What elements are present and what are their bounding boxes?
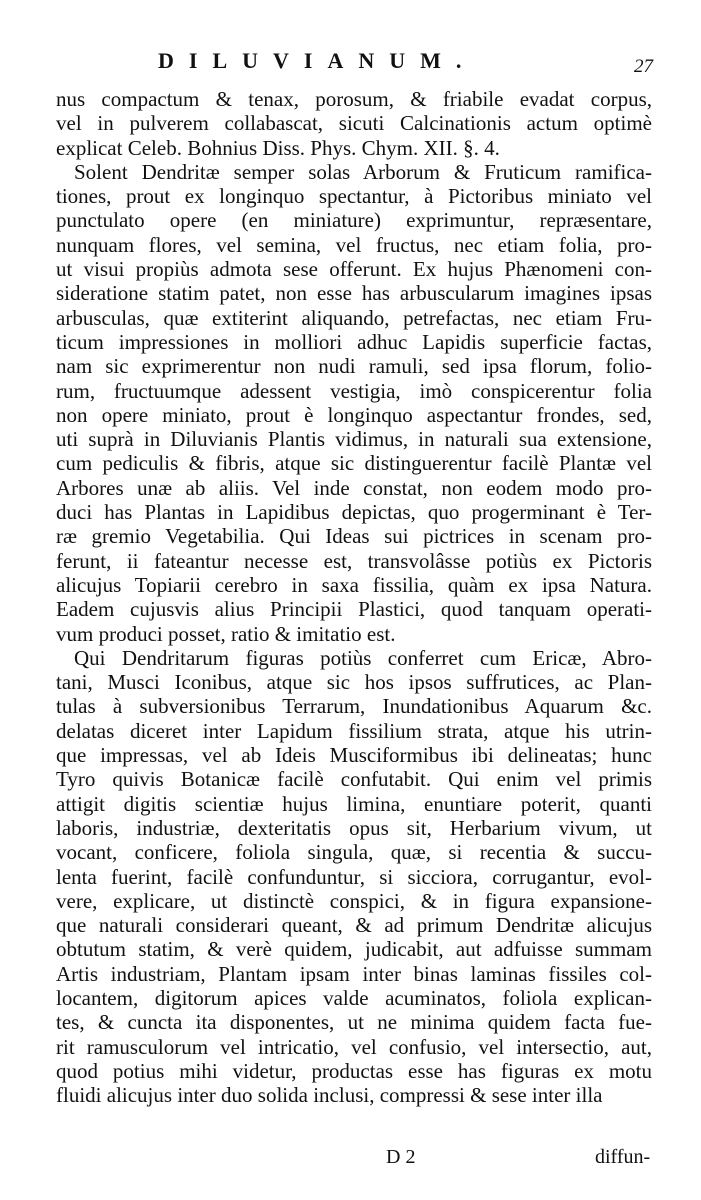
text-line: non opere miniato, prout è longinquo aspectantur frondes, sed, bbox=[56, 402, 652, 427]
text-line: vel in pulverem collabascat, sicuti Calcinationis actum optimè bbox=[56, 111, 652, 136]
text-line: tani, Musci Iconibus, atque sic hos ipsos suffrutices, ac Plan- bbox=[56, 670, 652, 695]
text-line: delatas diceret inter Lapidum fissilium strata, atque his utrin- bbox=[56, 718, 652, 743]
text-line: que impressas, vel ab Ideis Musciformibus ibi delineatas; hunc bbox=[56, 743, 652, 768]
text-line: vocant, conficere, foliola singula, quæ, si recentia & succu- bbox=[56, 840, 652, 865]
text-line: rit ramusculorum vel intricatio, vel confusio, vel intersectio, aut, bbox=[56, 1034, 652, 1059]
text-line: nam sic exprimerentur non nudi ramuli, sed ipsa florum, folio- bbox=[56, 354, 652, 379]
text-line: Arbores unæ ab aliis. Vel inde constat, non eodem modo pro- bbox=[56, 475, 652, 500]
text-line: uti suprà in Diluvianis Plantis vidimus, in naturali sua extensione, bbox=[56, 427, 652, 452]
text-line: Eadem cujusvis alius Principii Plastici, quod tanquam operati- bbox=[56, 597, 652, 622]
paragraph bbox=[56, 646, 652, 1108]
text-line: vere, explicare, ut distinctè conspici, & in figura expansione- bbox=[56, 888, 652, 913]
text-line: vum produci posset, ratio & imitatio est. bbox=[56, 621, 396, 646]
text-line: cum pediculis & fibris, atque sic distinguerentur facilè Plantæ vel bbox=[56, 451, 652, 476]
page-footer bbox=[0, 1146, 701, 1176]
text-line: alicujus Topiarii cerebro in saxa fissilia, quàm ex ipsa Natura. bbox=[56, 572, 652, 597]
page-header bbox=[0, 48, 701, 82]
text-line: quod potius mihi videtur, productas esse has figuras ex motu bbox=[56, 1058, 652, 1083]
text-line: sideratione statim patet, non esse has arbuscularum imagines ipsas bbox=[56, 281, 652, 306]
paragraph bbox=[56, 160, 652, 646]
text-line: Solent Dendritæ semper solas Arborum & Fruticum ramifica- bbox=[74, 159, 652, 184]
text-line: locantem, digitorum apices valde acuminatos, foliola explican- bbox=[56, 985, 652, 1010]
text-line: tes, & cuncta ita disponentes, ut ne minima quidem facta fue- bbox=[56, 1010, 652, 1035]
text-line: nunquam flores, vel semina, vel fructus, nec etiam folia, pro- bbox=[56, 232, 652, 257]
text-line: fluidi alicujus inter duo solida inclusi, compressi & sese inter illa bbox=[56, 1083, 603, 1108]
text-line: arbusculas, quæ extiterint aliquando, petrefactas, nec etiam Fru- bbox=[56, 305, 652, 330]
text-line: rum, fructuumque adessent vestigia, imò conspicerentur folia bbox=[56, 378, 652, 403]
body-text bbox=[56, 87, 652, 1107]
page-number: 27 bbox=[634, 56, 653, 77]
text-line: obtutum statim, & verè quidem, judicabit, aut adfuisse summam bbox=[56, 937, 652, 962]
running-title: DILUVIANUM. bbox=[158, 48, 477, 73]
text-line: ticum impressiones in molliori adhuc Lapidis superficie factas, bbox=[56, 329, 652, 354]
text-line: laboris, industriæ, dexteritatis opus sit, Herbarium vivum, ut bbox=[56, 815, 652, 840]
text-line: nus compactum & tenax, porosum, & friabile evadat corpus, bbox=[56, 87, 652, 111]
text-line: Artis industriam, Plantam ipsam inter binas laminas fissiles col- bbox=[56, 961, 652, 986]
text-line: Tyro quivis Botanicæ facilè confutabit. Qui enim vel primis bbox=[56, 767, 652, 792]
signature-mark: D 2 bbox=[386, 1146, 416, 1168]
text-line: explicat Celeb. Bohnius Diss. Phys. Chym. XII. §. 4. bbox=[56, 135, 500, 160]
text-line: Qui Dendritarum figuras potiùs conferret cum Ericæ, Abro- bbox=[74, 645, 652, 670]
text-line: que naturali considerari queant, & ad primum Dendritæ alicujus bbox=[56, 913, 652, 938]
text-line: lenta fuerint, facilè confunduntur, si sicciora, corrugantur, evol- bbox=[56, 864, 652, 889]
catchword: diffun- bbox=[595, 1146, 651, 1168]
text-line: ræ gremio Vegetabilia. Qui Ideas sui pictrices in scenam pro- bbox=[56, 524, 652, 549]
text-line: duci has Plantas in Lapidibus depictas, quo progerminant è Ter- bbox=[56, 500, 652, 525]
text-line: tiones, prout ex longinquo spectantur, à Pictoribus miniato vel bbox=[56, 184, 652, 209]
text-line: ferunt, ii fateantur necesse est, transvolâsse potiùs ex Pictoris bbox=[56, 548, 652, 573]
text-line: attigit digitis scientiæ hujus limina, enuntiare poterit, quanti bbox=[56, 791, 652, 816]
text-line: punctulato opere (en miniature) exprimuntur, repræsentare, bbox=[56, 208, 652, 233]
paragraph bbox=[56, 87, 652, 160]
text-line: tulas à subversionibus Terrarum, Inundationibus Aquarum &c. bbox=[56, 694, 652, 719]
text-line: ut visui propiùs admota sese offerunt. Ex hujus Phænomeni con- bbox=[56, 257, 652, 282]
